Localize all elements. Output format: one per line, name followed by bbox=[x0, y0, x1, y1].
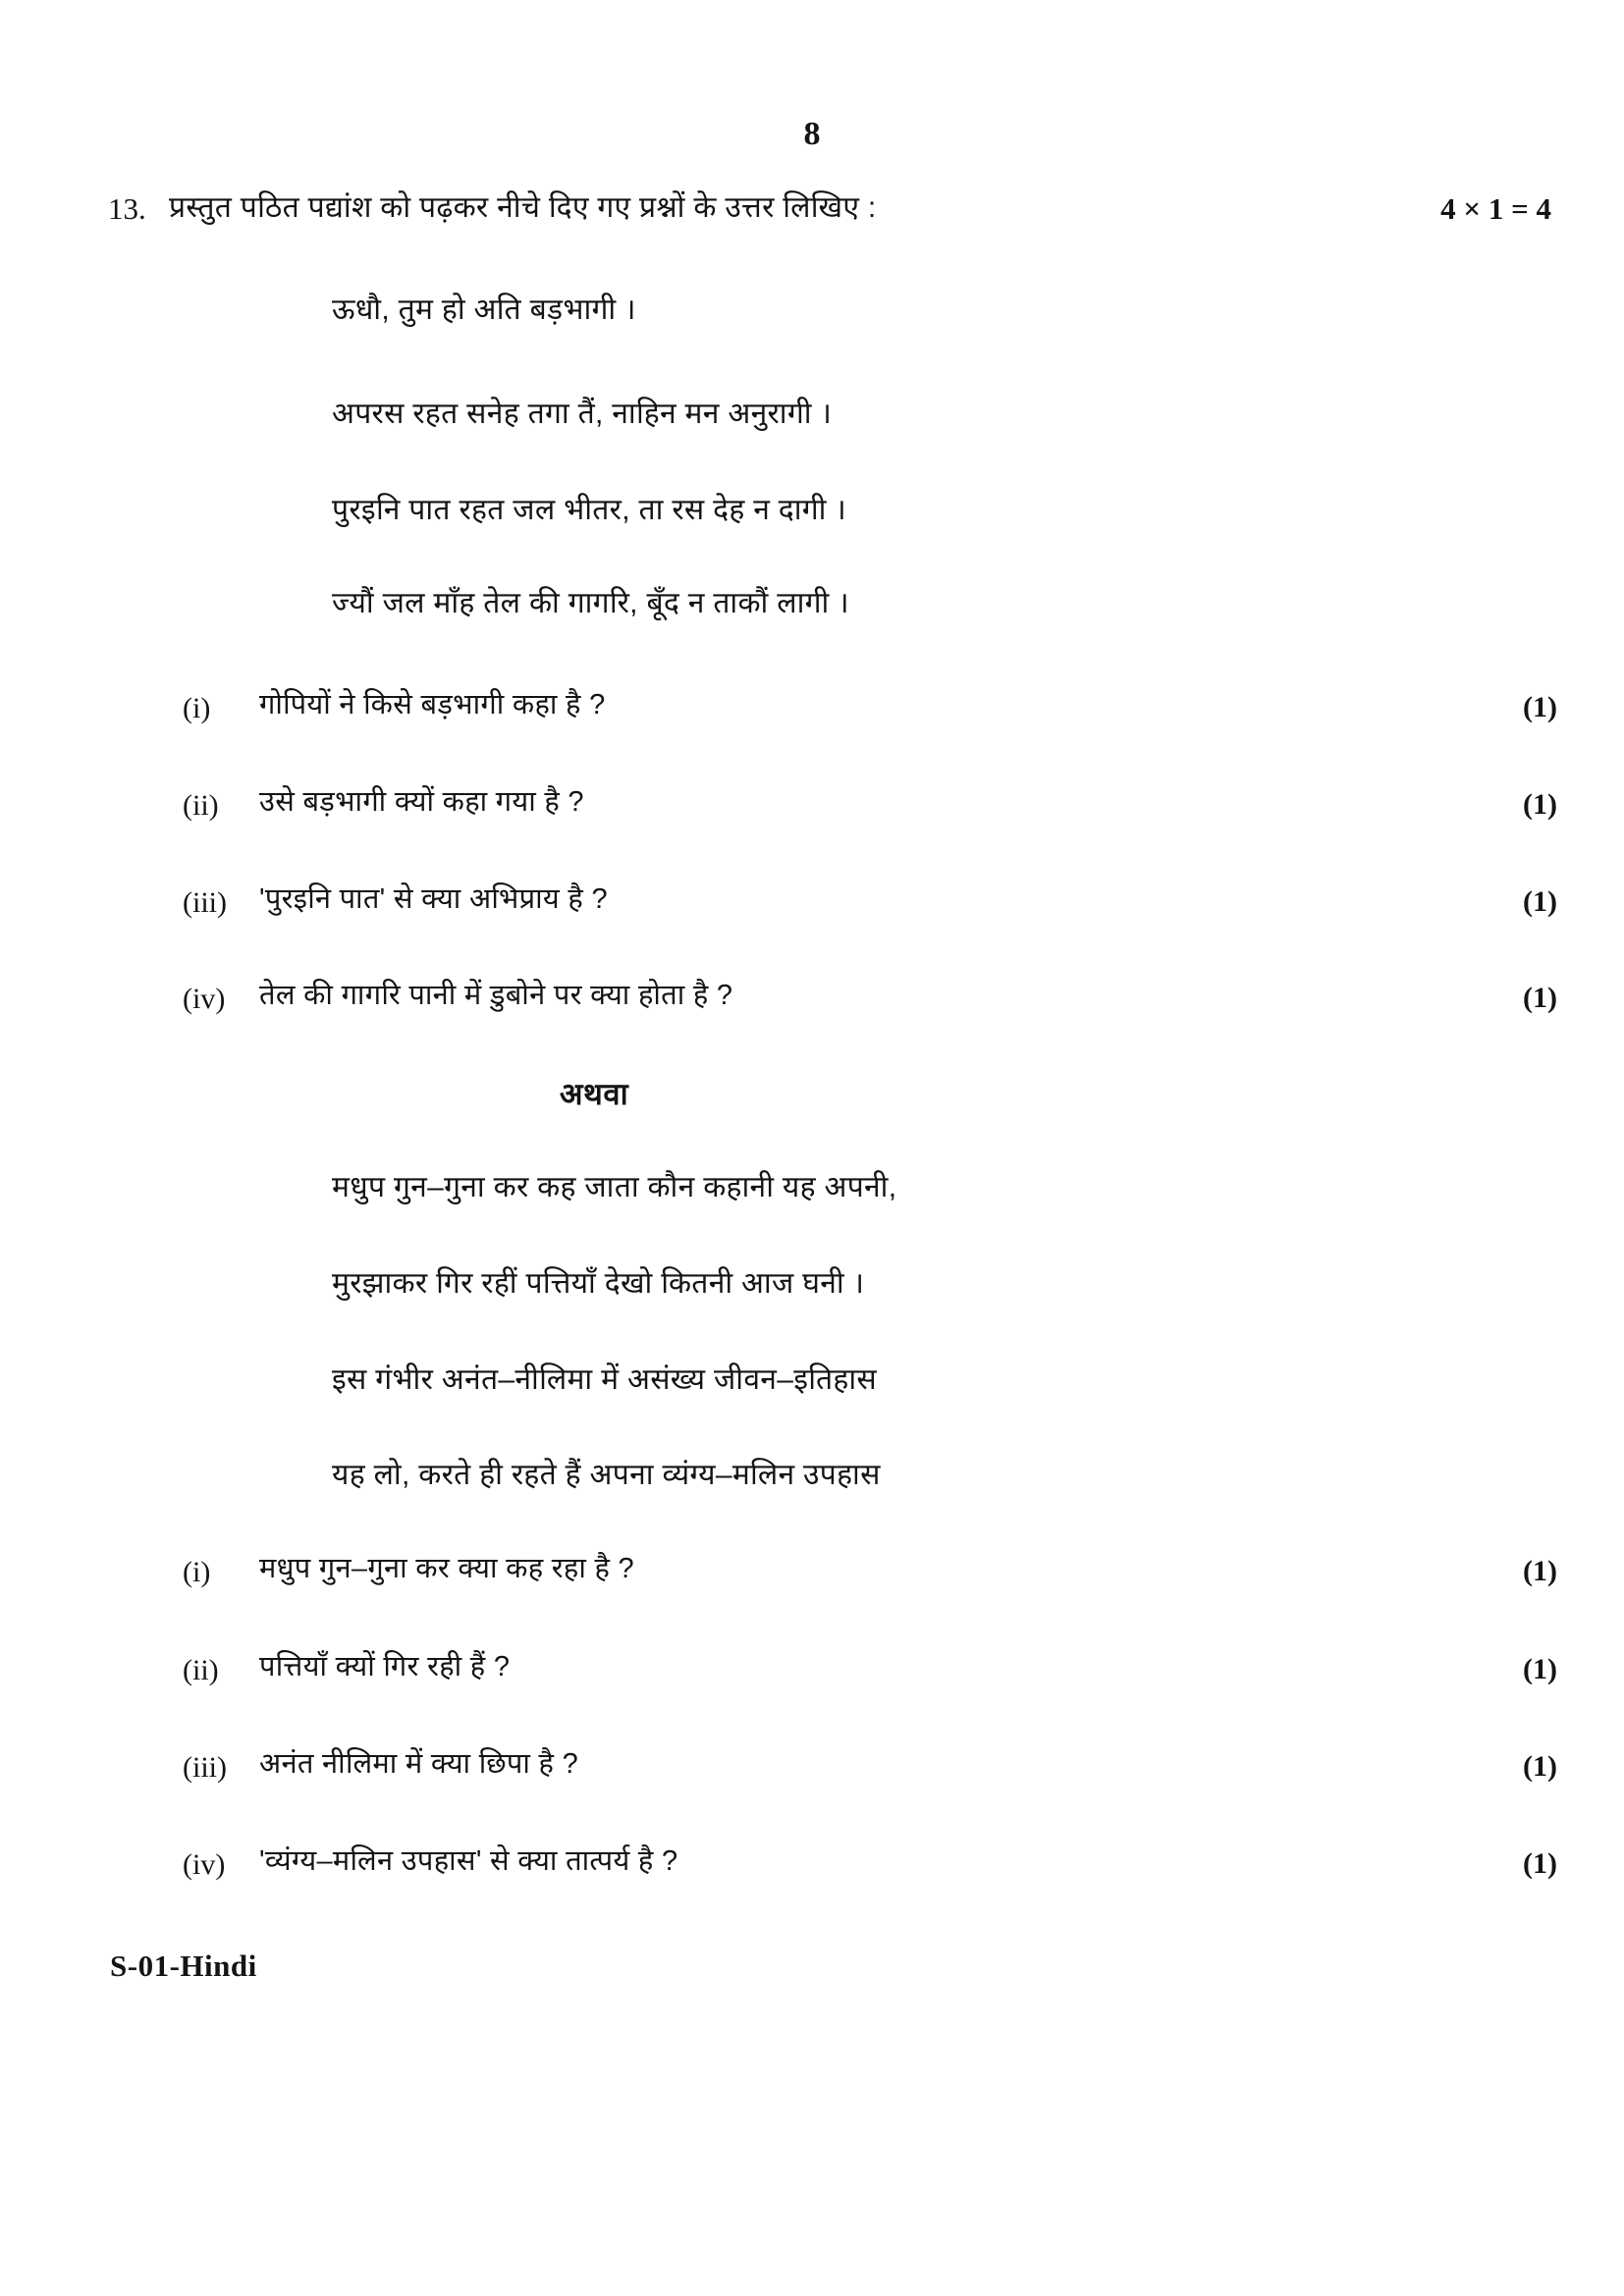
passage-a-question-iii-label: (iii) bbox=[183, 886, 227, 919]
passage-b-question-iv-marks: (1) bbox=[1523, 1847, 1557, 1880]
passage-a-question-iv-text: तेल की गागरि पानी में डुबोने पर क्या होता है ? bbox=[259, 980, 733, 1011]
passage-b-question-iv-text: 'व्यंग्य–मलिन उपहास' से क्या तात्पर्य है ? bbox=[259, 1845, 678, 1877]
passage-b-question-iii-text: अनंत नीलिमा में क्या छिपा है ? bbox=[259, 1748, 578, 1780]
passage-b-question-i bbox=[183, 1551, 1557, 1591]
passage-a-question-ii-text: उसे बड़भागी क्यों कहा गया है ? bbox=[259, 786, 584, 818]
question-13-number: 13. bbox=[108, 191, 146, 226]
footer-paper-code: S-01-Hindi bbox=[110, 1949, 257, 1983]
passage-b-question-ii-text: पत्तियाँ क्यों गिर रही हैं ? bbox=[259, 1651, 511, 1682]
passage-a-question-iii bbox=[183, 881, 1557, 922]
passage-a-line-1: ऊधौ, तुम हो अति बड़भागी । bbox=[332, 294, 636, 326]
passage-b-question-i-label: (i) bbox=[183, 1556, 211, 1588]
passage-b-question-i-text: मधुप गुन–गुना कर क्या कह रहा है ? bbox=[259, 1553, 634, 1584]
passage-a-question-ii bbox=[183, 784, 1557, 825]
passage-a-question-ii-label: (ii) bbox=[183, 789, 219, 822]
passage-b-question-iv bbox=[183, 1843, 1557, 1884]
page-number: 8 bbox=[803, 116, 821, 152]
passage-a-question-i-text: गोपियों ने किसे बड़भागी कहा है ? bbox=[259, 689, 606, 721]
passage-a-question-iii-marks: (1) bbox=[1523, 885, 1557, 918]
passage-a-question-iv bbox=[183, 978, 1557, 1018]
passage-b-question-ii-marks: (1) bbox=[1523, 1653, 1557, 1685]
passage-b-line-1: मधुप गुन–गुना कर कह जाता कौन कहानी यह अपनी, bbox=[332, 1171, 897, 1203]
passage-b-line-3: इस गंभीर अनंत–नीलिमा में असंख्य जीवन–इतिहास bbox=[332, 1363, 878, 1396]
passage-b-question-ii-label: (ii) bbox=[183, 1654, 219, 1686]
passage-a-question-iv-label: (iv) bbox=[183, 983, 226, 1015]
passage-a-question-i bbox=[183, 687, 1557, 727]
passage-b-question-iv-label: (iv) bbox=[183, 1848, 226, 1881]
passage-a-line-4: ज्यौं जल माँह तेल की गागरि, बूँद न ताकौं लागी । bbox=[332, 587, 849, 619]
alternative-divider-label: अथवा bbox=[559, 1077, 629, 1111]
passage-b-question-ii bbox=[183, 1649, 1557, 1689]
alternative-divider bbox=[0, 1073, 1624, 1114]
passage-b-question-iii-label: (iii) bbox=[183, 1751, 227, 1784]
passage-a-question-i-label: (i) bbox=[183, 692, 211, 724]
passage-b-question-i-marks: (1) bbox=[1523, 1555, 1557, 1587]
passage-b-question-iii-marks: (1) bbox=[1523, 1750, 1557, 1783]
passage-a-question-iv-marks: (1) bbox=[1523, 982, 1557, 1014]
passage-a-question-i-marks: (1) bbox=[1523, 691, 1557, 723]
passage-a-question-ii-marks: (1) bbox=[1523, 788, 1557, 821]
passage-b-line-4: यह लो, करते ही रहते हैं अपना व्यंग्य–मलिन उपहास bbox=[332, 1459, 881, 1491]
passage-a-line-3: पुरइनि पात रहत जल भीतर, ता रस देह न दागी । bbox=[332, 494, 847, 526]
question-13-row bbox=[108, 188, 1551, 229]
passage-b-line-2: मुरझाकर गिर रहीं पत्तियाँ देखो कितनी आज घनी । bbox=[332, 1267, 865, 1300]
passage-a-line-2: अपरस रहत सनेह तगा तैं, नाहिन मन अनुरागी । bbox=[332, 398, 833, 430]
question-13-instruction: प्रस्तुत पठित पद्यांश को पढ़कर नीचे दिए गए प्रश्नों के उत्तर लिखिए : bbox=[169, 191, 877, 224]
passage-a-question-iii-text: 'पुरइनि पात' से क्या अभिप्राय है ? bbox=[259, 883, 608, 915]
passage-b-question-iii bbox=[183, 1746, 1557, 1787]
question-13-marks: 4 × 1 = 4 bbox=[1440, 191, 1551, 226]
